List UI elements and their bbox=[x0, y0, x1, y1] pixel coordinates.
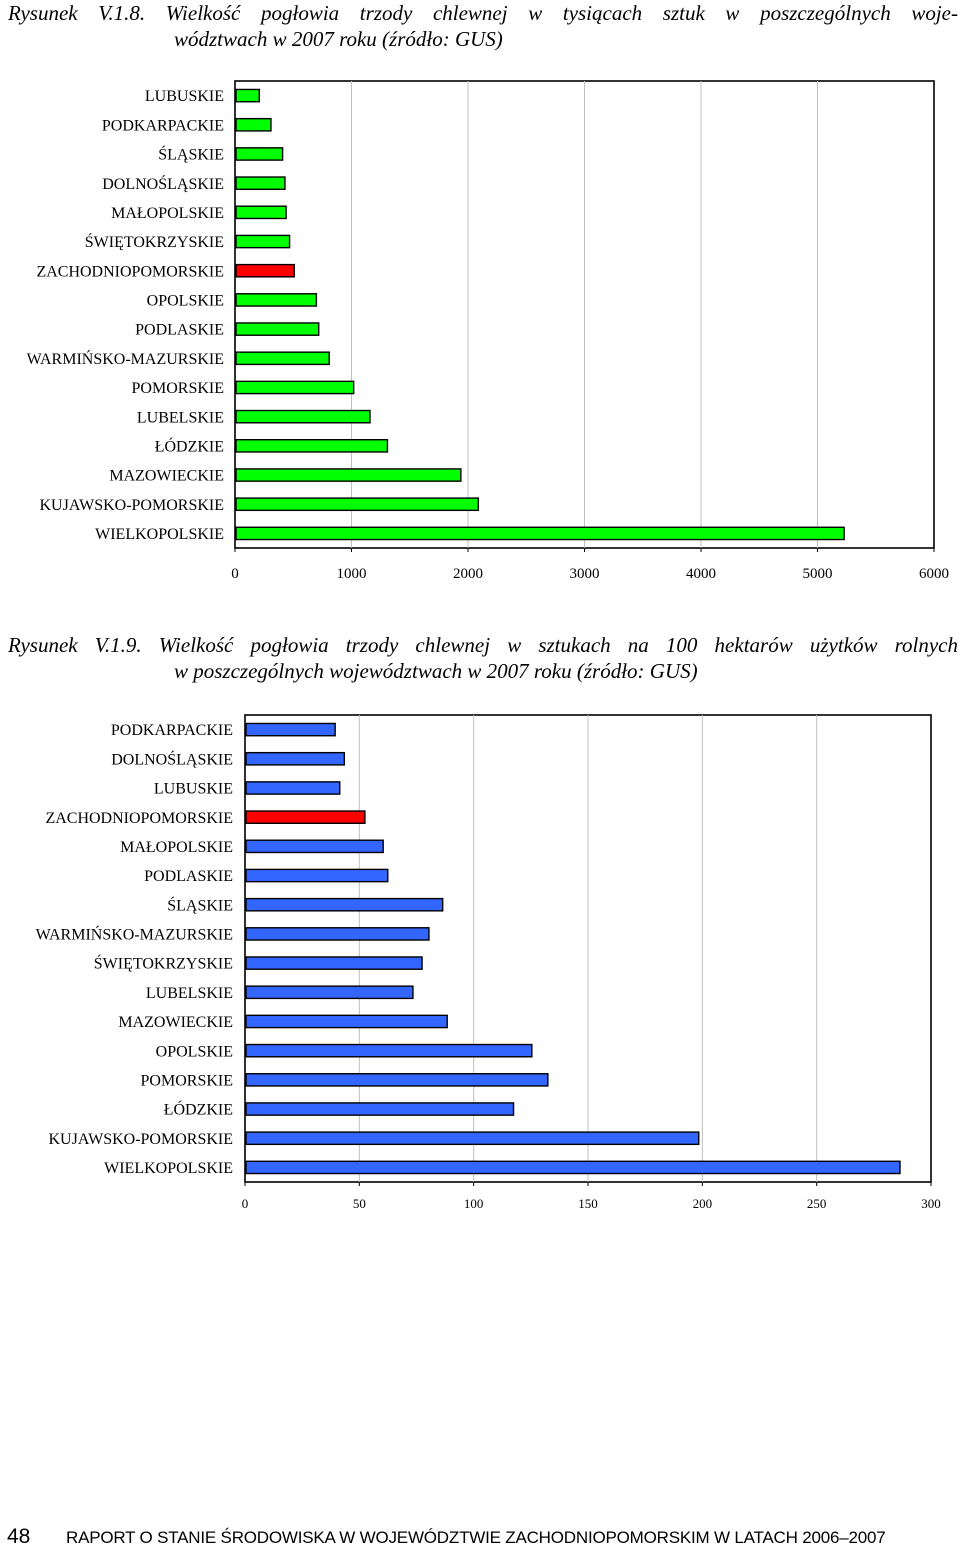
chart2-x-tick-label: 100 bbox=[463, 1196, 484, 1211]
chart2-category-label: DOLNOŚLĄSKIE bbox=[111, 751, 233, 769]
chart2-category-label: ŚLĄSKIE bbox=[167, 897, 233, 915]
figure2-caption-line2: w poszczególnych województwach w 2007 roku (źródło: GUS) bbox=[174, 659, 698, 683]
chart1-category-label: ŚWIĘTOKRZYSKIE bbox=[84, 234, 224, 252]
chart2-bar-kujawsko-pomorskie bbox=[246, 1132, 699, 1144]
chart1-category-label: PODKARPACKIE bbox=[101, 117, 224, 135]
chart2-category-label: LUBUSKIE bbox=[153, 780, 233, 798]
chart2-bar-świętokrzyskie bbox=[246, 957, 422, 969]
chart2-category-label: ZACHODNIOPOMORSKIE bbox=[45, 809, 233, 827]
chart2-x-tick-label: 250 bbox=[806, 1196, 827, 1211]
chart2-category-label: MAZOWIECKIE bbox=[118, 1014, 233, 1032]
chart1-category-label: MAZOWIECKIE bbox=[109, 467, 224, 485]
chart1-x-tick-label: 5000 bbox=[802, 566, 833, 582]
chart2-bar-pomorskie bbox=[246, 1074, 548, 1086]
chart1-category-label: POMORSKIE bbox=[131, 380, 224, 398]
page-footer bbox=[0, 1522, 960, 1552]
chart2-bar-lubuskie bbox=[246, 782, 340, 794]
figure1-caption-line2: wództwach w 2007 roku (źródło: GUS) bbox=[174, 27, 503, 51]
chart1-x-tick-label: 6000 bbox=[919, 566, 949, 582]
chart1-category-label: LUBUSKIE bbox=[144, 88, 224, 106]
chart2-category-label: ŚWIĘTOKRZYSKIE bbox=[93, 955, 233, 973]
chart1-category-label: MAŁOPOLSKIE bbox=[111, 204, 224, 222]
chart2-bar-wielkopolskie bbox=[246, 1161, 900, 1173]
chart2-bar-podlaskie bbox=[246, 869, 388, 881]
chart2-bar-mazowieckie bbox=[246, 1015, 447, 1027]
chart2-category-label: ŁÓDZKIE bbox=[163, 1101, 233, 1119]
chart1-category-label: ŁÓDZKIE bbox=[154, 438, 224, 456]
chart1-category-label: PODLASKIE bbox=[135, 321, 224, 339]
chart1-category-label: ŚLĄSKIE bbox=[158, 146, 224, 164]
chart2-bar-dolnośląskie bbox=[246, 753, 344, 765]
chart2-bar-podkarpackie bbox=[246, 723, 335, 735]
chart2-x-tick-label: 300 bbox=[921, 1196, 941, 1211]
figure2-caption-line1: Rysunek V.1.9. Wielkość pogłowia trzody chlewnej w sztukach na 100 hektarów użytków rolnych bbox=[8, 633, 958, 657]
chart1-category-label: WIELKOPOLSKIE bbox=[95, 526, 224, 544]
chart2-bar-lubelskie bbox=[246, 986, 413, 998]
chart2-x-tick-label: 0 bbox=[241, 1196, 249, 1211]
figure1-caption-line1: Rysunek V.1.8. Wielkość pogłowia trzody chlewnej w tysiącach sztuk w poszczególnych woje- bbox=[8, 1, 958, 25]
chart2-bar-śląskie bbox=[246, 899, 443, 911]
chart1-x-tick-label: 0 bbox=[231, 566, 239, 582]
chart1-category-label: ZACHODNIOPOMORSKIE bbox=[36, 263, 224, 281]
report-title: RAPORT O STANIE ŚRODOWISKA W WOJEWÓDZTWIE ZACHODNIOPOMORSKIM W LATACH 2006–2007 bbox=[66, 1528, 886, 1547]
chart2-category-label: KUJAWSKO-POMORSKIE bbox=[48, 1130, 233, 1148]
chart1-x-tick-label: 3000 bbox=[569, 566, 600, 582]
chart2-category-label: PODKARPACKIE bbox=[110, 722, 233, 740]
chart1-category-label: WARMIŃSKO-MAZURSKIE bbox=[26, 350, 224, 368]
chart1-x-tick-label: 2000 bbox=[453, 566, 483, 582]
chart2-bar-zachodniopomorskie bbox=[246, 811, 365, 823]
chart1-category-label: DOLNOŚLĄSKIE bbox=[102, 175, 224, 193]
chart1-category-label: KUJAWSKO-POMORSKIE bbox=[39, 496, 224, 514]
chart1-x-tick-label: 4000 bbox=[686, 566, 716, 582]
chart2-category-label: WARMIŃSKO-MAZURSKIE bbox=[35, 926, 233, 944]
chart1-x-tick-label: 1000 bbox=[336, 566, 367, 582]
chart2-category-label: PODLASKIE bbox=[144, 868, 233, 886]
page-number: 48 bbox=[7, 1525, 31, 1548]
chart2-bar-warmińsko-mazurskie bbox=[246, 928, 429, 940]
chart2-category-label: POMORSKIE bbox=[140, 1072, 233, 1090]
chart2-bar-opolskie bbox=[246, 1045, 532, 1057]
chart2-category-label: MAŁOPOLSKIE bbox=[120, 838, 233, 856]
chart1-category-label: LUBELSKIE bbox=[136, 409, 224, 427]
chart2-category-label: OPOLSKIE bbox=[155, 1043, 233, 1061]
chart2-bar-małopolskie bbox=[246, 840, 383, 852]
chart2-x-tick-label: 200 bbox=[692, 1196, 713, 1211]
chart2-x-tick-label: 150 bbox=[578, 1196, 598, 1211]
chart1-category-label: OPOLSKIE bbox=[146, 292, 224, 310]
chart2-bar-łódzkie bbox=[246, 1103, 514, 1115]
chart2-x-tick-label: 50 bbox=[352, 1196, 366, 1211]
chart2-category-label: LUBELSKIE bbox=[145, 984, 233, 1002]
chart2-category-label: WIELKOPOLSKIE bbox=[104, 1160, 233, 1178]
